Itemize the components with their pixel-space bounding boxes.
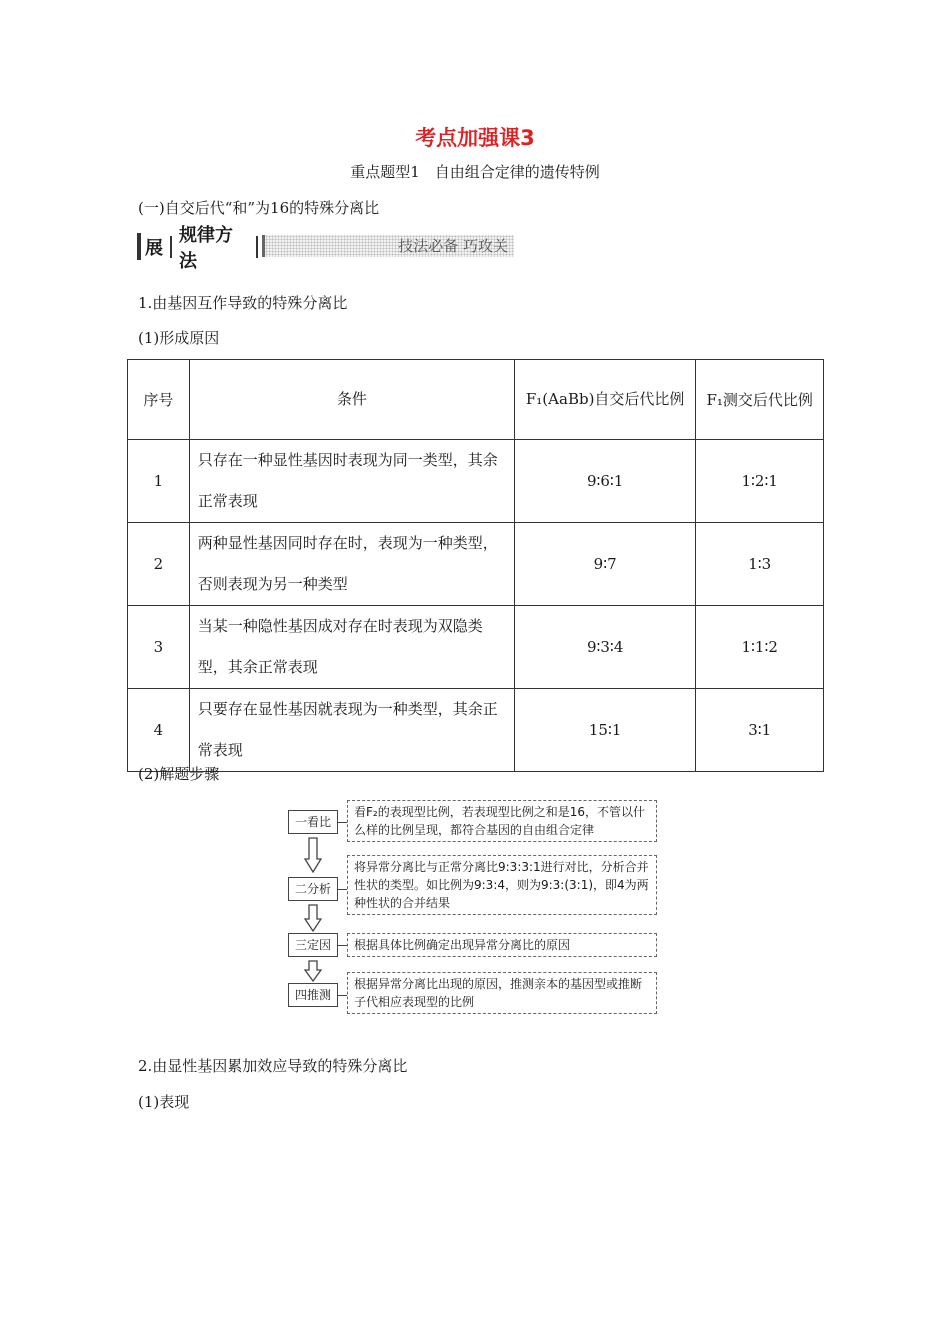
method-banner	[137, 224, 517, 272]
ratio-table	[127, 359, 824, 772]
header-condition: 条件	[189, 360, 514, 440]
solution-steps-diagram	[285, 795, 665, 1025]
cell-no: 1	[128, 440, 190, 523]
cell-no: 2	[128, 523, 190, 606]
step-box-3: 三定因	[288, 933, 338, 957]
cell-condition: 两种显性基因同时存在时，表现为一种类型，否则表现为另一种类型	[189, 523, 514, 606]
cell-no: 3	[128, 606, 190, 689]
cell-test-ratio: 1∶3	[696, 523, 824, 606]
step-note-4: 根据异常分离比出现的原因，推测亲本的基因型或推断子代相应表现型的比例	[347, 972, 657, 1014]
cell-no: 4	[128, 689, 190, 772]
header-test-cross: F₁测交后代比例	[696, 360, 824, 440]
table-row	[128, 440, 824, 523]
sub-heading-1-1: (1)形成原因	[138, 329, 220, 347]
table-row	[128, 606, 824, 689]
cell-test-ratio: 1∶2∶1	[696, 440, 824, 523]
banner-label-text: 规律方法	[178, 224, 233, 272]
cell-test-ratio: 3∶1	[696, 689, 824, 772]
step-note-2: 将异常分离比与正常分离比9:3:3:1进行对比，分析合并性状的类型。如比例为9:3:4，则为9:3:(3:1)，即4为两种性状的合并结果	[347, 855, 657, 915]
sub-heading-2-1: (1)表现	[138, 1093, 190, 1111]
cell-self-ratio: 9∶3∶4	[514, 606, 695, 689]
banner-tagline: 技法必备 巧攻关	[262, 235, 514, 257]
header-no: 序号	[128, 360, 190, 440]
down-arrow-icon	[304, 837, 322, 873]
step-note-1: 看F₂的表现型比例，若表现型比例之和是16，不管以什么样的比例呈现，都符合基因的自由组合定律	[347, 800, 657, 842]
sub-heading-1-2: (2)解题步骤	[138, 765, 220, 783]
cell-self-ratio: 9∶7	[514, 523, 695, 606]
cell-condition: 只要存在显性基因就表现为一种类型，其余正常表现	[189, 689, 514, 772]
cell-test-ratio: 1∶1∶2	[696, 606, 824, 689]
item-heading-2: 2.由显性基因累加效应导致的特殊分离比	[138, 1057, 408, 1075]
table-row	[128, 523, 824, 606]
table-header-row	[128, 360, 824, 440]
subtitle: 重点题型1 自由组合定律的遗传特例	[350, 163, 600, 181]
cell-self-ratio: 9∶6∶1	[514, 440, 695, 523]
step-note-3: 根据具体比例确定出现异常分离比的原因	[347, 933, 657, 957]
down-arrow-icon	[304, 960, 322, 982]
step-box-4: 四推测	[288, 983, 338, 1007]
cell-condition: 当某一种隐性基因成对存在时表现为双隐类型，其余正常表现	[189, 606, 514, 689]
table-row	[128, 689, 824, 772]
cell-condition: 只存在一种显性基因时表现为同一类型，其余正常表现	[189, 440, 514, 523]
item-heading-1: 1.由基因互作导致的特殊分离比	[138, 294, 348, 312]
cell-self-ratio: 15∶1	[514, 689, 695, 772]
step-box-2: 二分析	[288, 877, 338, 901]
step-box-1: 一看比	[288, 810, 338, 834]
page-title: 考点加强课3	[415, 126, 535, 150]
down-arrow-icon	[304, 904, 322, 932]
section-heading: (一)自交后代“和”为16的特殊分离比	[138, 199, 380, 217]
banner-label-char: 展	[145, 237, 163, 259]
banner-label	[137, 224, 261, 272]
header-self-cross: F₁(AaBb)自交后代比例	[514, 360, 695, 440]
